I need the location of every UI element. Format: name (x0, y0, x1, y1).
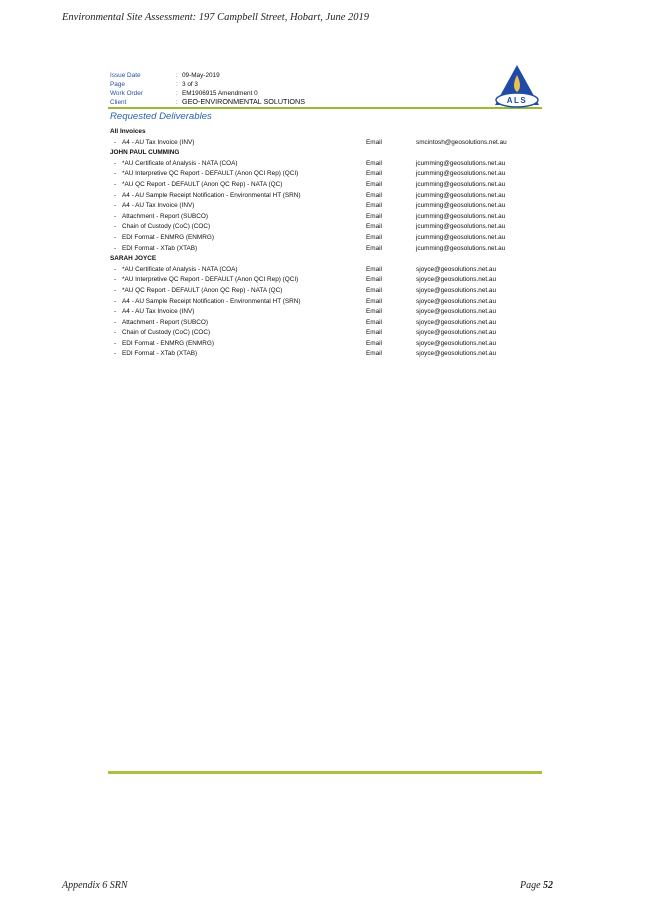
deliverable-row: - Chain of Custody (CoC) (COC) Email sjoyce@geosolutions.net.au (110, 328, 540, 339)
deliverable-row: - Chain of Custody (CoC) (COC) Email jcumming@geosolutions.net.au (110, 222, 540, 233)
deliverable-row: - *AU Certificate of Analysis - NATA (COA) Email jcumming@geosolutions.net.au (110, 159, 540, 170)
recipient-email: jcumming@geosolutions.net.au (416, 170, 506, 178)
deliverable-row: - EDI Format - ENMRG (ENMRG) Email jcumming@geosolutions.net.au (110, 233, 540, 244)
recipient-email: jcumming@geosolutions.net.au (416, 212, 506, 220)
delivery-method: Email (366, 170, 382, 178)
delivery-method: Email (366, 339, 382, 347)
meta-label: Client (110, 99, 127, 106)
deliverable-name: EDI Format - ENMRG (ENMRG) (122, 233, 214, 241)
deliverable-row: - *AU Interpretive QC Report - DEFAULT (Anon QCI Rep) (QCI) Email sjoyce@geosolutions.net.au (110, 275, 540, 286)
delivery-method: Email (366, 350, 382, 358)
deliverable-name: A4 - AU Tax Invoice (INV) (122, 308, 195, 316)
recipient-email: sjoyce@geosolutions.net.au (416, 339, 497, 347)
deliverable-name: *AU Interpretive QC Report - DEFAULT (Anon QCI Rep) (QCI) (122, 276, 299, 284)
delivery-method: Email (366, 159, 382, 167)
deliverable-row: - A4 - AU Tax Invoice (INV) Email sjoyce@geosolutions.net.au (110, 307, 540, 318)
delivery-method: Email (366, 223, 382, 231)
deliverable-row: - EDI Format - XTab (XTAB) Email sjoyce@geosolutions.net.au (110, 349, 540, 360)
deliverable-group-heading: All Invoices (110, 128, 146, 135)
recipient-email: sjoyce@geosolutions.net.au (416, 308, 497, 316)
deliverables-list (110, 127, 540, 360)
recipient-email: jcumming@geosolutions.net.au (416, 191, 506, 199)
meta-value: 09-May-2019 (182, 72, 220, 79)
meta-client: Client : GEO-ENVIRONMENTAL SOLUTIONS (110, 97, 306, 106)
deliverable-row: - *AU QC Report - DEFAULT (Anon QC Rep) - NATA (QC) Email sjoyce@geosolutions.net.au (110, 286, 540, 297)
deliverable-group-heading: SARAH JOYCE (110, 255, 157, 263)
footer-divider (108, 771, 542, 774)
delivery-method: Email (366, 276, 382, 284)
recipient-email: sjoyce@geosolutions.net.au (416, 329, 497, 337)
svg-text:ALS: ALS (506, 96, 528, 105)
deliverable-row: - *AU Certificate of Analysis - NATA (COA) Email sjoyce@geosolutions.net.au (110, 265, 540, 276)
deliverable-group-heading: JOHN PAUL CUMMING (110, 149, 180, 157)
recipient-email: sjoyce@geosolutions.net.au (416, 265, 497, 273)
deliverable-row: - A4 - AU Tax Invoice (INV) Email jcumming@geosolutions.net.au (110, 201, 540, 212)
report-meta (110, 70, 305, 106)
deliverable-name: *AU Certificate of Analysis - NATA (COA) (122, 265, 238, 273)
recipient-email: jcumming@geosolutions.net.au (416, 202, 506, 210)
deliverable-row: - *AU QC Report - DEFAULT (Anon QC Rep) - NATA (QC) Email jcumming@geosolutions.net.au (110, 180, 540, 191)
running-header: Environmental Site Assessment: 197 Campbell Street, Hobart, June 2019 (62, 12, 369, 23)
delivery-method: Email (366, 308, 382, 316)
meta-page: Page : 3 of 3 (110, 81, 198, 88)
meta-value: GEO-ENVIRONMENTAL SOLUTIONS (182, 97, 306, 106)
delivery-method: Email (366, 329, 382, 337)
delivery-method: Email (366, 244, 382, 252)
delivery-method: Email (366, 202, 382, 210)
meta-value: 3 of 3 (182, 81, 198, 88)
deliverable-name: Attachment - Report (SUBCO) (122, 318, 208, 326)
delivery-method: Email (366, 233, 382, 241)
deliverable-name: A4 - AU Sample Receipt Notification - Environmental HT (SRN) (122, 191, 301, 199)
recipient-email: sjoyce@geosolutions.net.au (416, 318, 497, 326)
deliverable-name: *AU QC Report - DEFAULT (Anon QC Rep) - NATA (QC) (122, 180, 283, 188)
delivery-method: Email (366, 265, 382, 273)
recipient-email: jcumming@geosolutions.net.au (416, 180, 506, 188)
deliverable-name: EDI Format - ENMRG (ENMRG) (122, 339, 214, 347)
recipient-email: sjoyce@geosolutions.net.au (416, 276, 497, 284)
deliverable-name: A4 - AU Tax Invoice (INV) (122, 202, 195, 210)
deliverable-name: Attachment - Report (SUBCO) (122, 212, 208, 220)
deliverable-row: - Attachment - Report (SUBCO) Email jcumming@geosolutions.net.au (110, 212, 540, 223)
meta-issue-date: Issue Date : 09-May-2019 (110, 72, 220, 79)
recipient-email: sjoyce@geosolutions.net.au (416, 286, 497, 294)
delivery-method: Email (366, 138, 382, 146)
delivery-method: Email (366, 180, 382, 188)
footer-page-number: Page 52 (520, 880, 554, 891)
recipient-email: jcumming@geosolutions.net.au (416, 233, 506, 241)
meta-label: Issue Date (110, 72, 141, 79)
deliverable-row: - Attachment - Report (SUBCO) Email sjoyce@geosolutions.net.au (110, 318, 540, 329)
header-divider (108, 107, 542, 109)
deliverable-name: *AU QC Report - DEFAULT (Anon QC Rep) - NATA (QC) (122, 286, 283, 294)
section-title: Requested Deliverables (110, 111, 212, 122)
deliverable-name: *AU Interpretive QC Report - DEFAULT (Anon QCI Rep) (QCI) (122, 170, 299, 178)
delivery-method: Email (366, 286, 382, 294)
deliverable-row: - EDI Format - XTab (XTAB) Email jcumming@geosolutions.net.au (110, 244, 540, 255)
delivery-method: Email (366, 191, 382, 199)
recipient-email: jcumming@geosolutions.net.au (416, 244, 506, 252)
meta-label: Work Order (110, 90, 143, 97)
delivery-method: Email (366, 212, 382, 220)
als-logo-icon (492, 63, 542, 109)
delivery-method: Email (366, 297, 382, 305)
recipient-email: sjoyce@geosolutions.net.au (416, 297, 497, 305)
deliverable-row: - A4 - AU Tax Invoice (INV) Email smcintosh@geosolutions.net.au (110, 138, 540, 149)
meta-work-order: Work Order : EM1906915 Amendment 0 (110, 90, 258, 97)
deliverable-name: EDI Format - XTab (XTAB) (122, 350, 198, 358)
deliverable-row: - A4 - AU Sample Receipt Notification - Environmental HT (SRN) Email jcumming@geosolutions.net.au (110, 191, 540, 202)
recipient-email: jcumming@geosolutions.net.au (416, 223, 506, 231)
deliverable-name: A4 - AU Tax Invoice (INV) (122, 138, 195, 146)
deliverable-row: - *AU Interpretive QC Report - DEFAULT (Anon QCI Rep) (QCI) Email jcumming@geosolutions.net.au (110, 169, 540, 180)
recipient-email: jcumming@geosolutions.net.au (416, 159, 506, 167)
deliverable-name: A4 - AU Sample Receipt Notification - Environmental HT (SRN) (122, 297, 301, 305)
recipient-email: smcintosh@geosolutions.net.au (416, 138, 507, 146)
meta-value: EM1906915 Amendment 0 (182, 90, 258, 97)
deliverable-name: *AU Certificate of Analysis - NATA (COA) (122, 159, 238, 167)
deliverable-name: Chain of Custody (CoC) (COC) (122, 329, 211, 337)
deliverable-name: Chain of Custody (CoC) (COC) (122, 223, 211, 231)
deliverable-row: - EDI Format - ENMRG (ENMRG) Email sjoyce@geosolutions.net.au (110, 339, 540, 350)
recipient-email: sjoyce@geosolutions.net.au (416, 350, 497, 358)
meta-label: Page (110, 81, 125, 88)
deliverable-name: EDI Format - XTab (XTAB) (122, 244, 198, 252)
deliverable-row: - A4 - AU Sample Receipt Notification - Environmental HT (SRN) Email sjoyce@geosolutions.net.au (110, 297, 540, 308)
footer-appendix: Appendix 6 SRN (62, 880, 128, 891)
delivery-method: Email (366, 318, 382, 326)
